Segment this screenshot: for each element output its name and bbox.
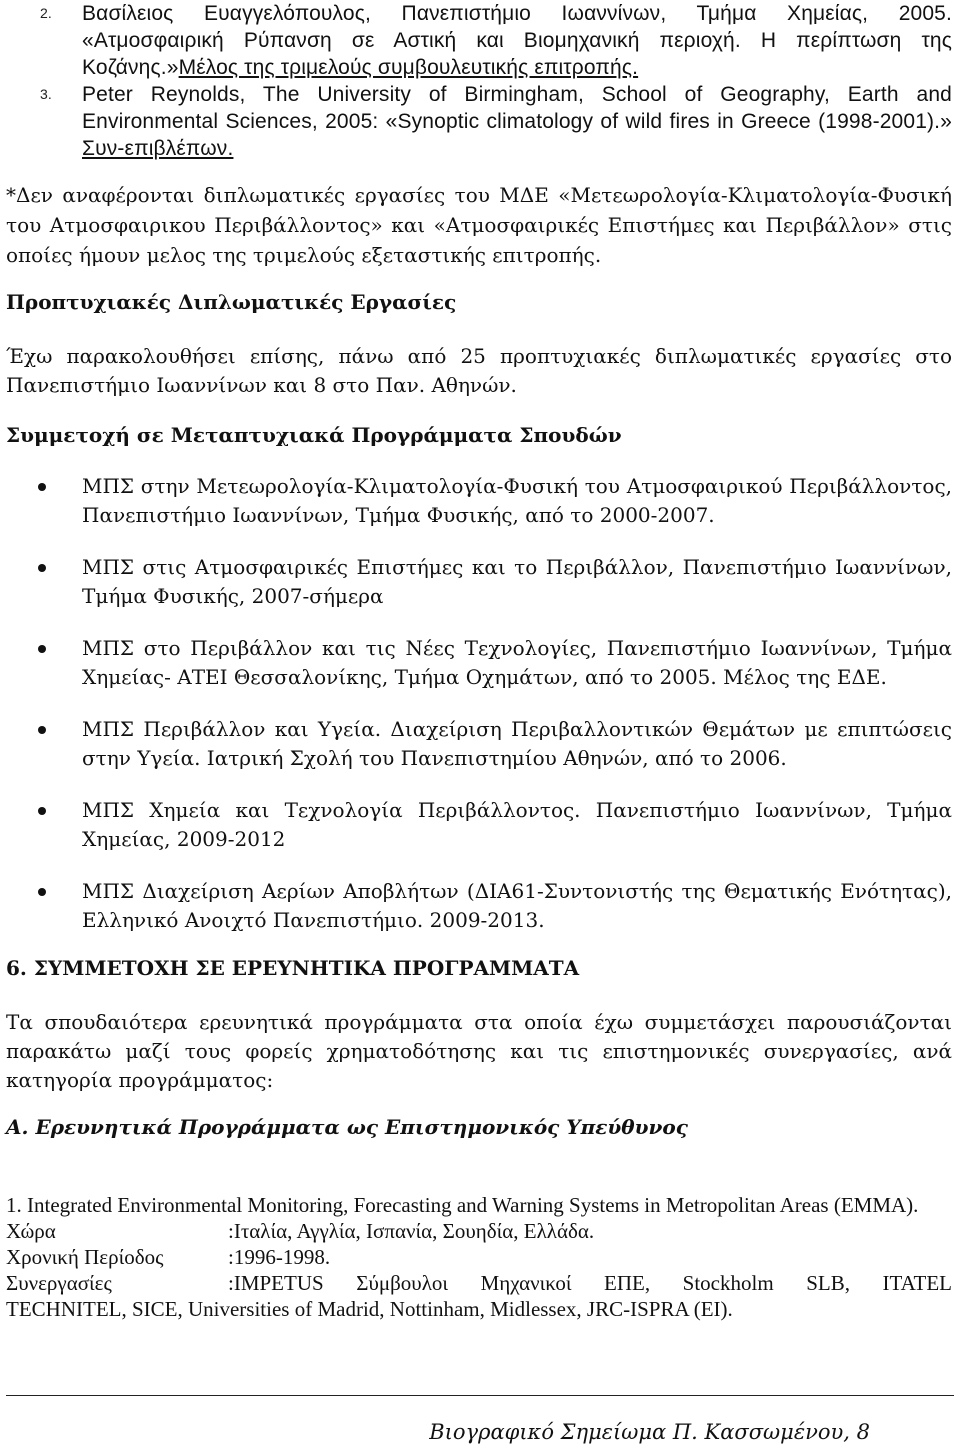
footnote-paragraph: *Δεν αναφέρονται διπλωματικές εργασίες του ΜΔΕ «Μετεωρολογία-Κλιματολογία-Φυσική του Ατμοσφαιρικου Περιβάλλοντος» και «Ατμοσφαιρικές Επιστήμες και Περιβάλλον» στις οποίες ήμουν μελος της τριμελούς εξεταστικής επιτροπής.: [6, 183, 952, 267]
country-label: Χώρα: [6, 1219, 56, 1243]
reference-list: [0, 0, 952, 162]
list-item: [0, 634, 952, 692]
section-6-intro: Τα σπουδαιότερα ερευνητικά προγράμματα στα οποία έχω συμμετάσχει παρουσιάζονται παρακάτω μαζί τους φορείς χρηματοδότησης και τις επιστημονικές συνεργασίες, ανά κατηγορία προγράμματος:: [6, 1010, 952, 1092]
bullet-icon: [38, 888, 46, 896]
reference-role: Συν-επιβλέπων.: [82, 137, 234, 160]
partners-label: Συνεργασίες: [6, 1271, 112, 1295]
bullet-icon: [38, 564, 46, 572]
bullet-icon: [38, 645, 46, 653]
postgrad-heading: Συμμετοχή σε Μεταπτυχιακά Προγράμματα Σπουδών: [6, 423, 622, 447]
country-value: :Ιταλία, Αγγλία, Ισπανία, Σουηδία, Ελλάδα.: [228, 1219, 595, 1243]
list-item: [0, 472, 952, 530]
partners-value-tail: TECHNITEL, SICE, Universities of Madrid, Nottinham, Midlessex, JRC-ISPRA (EI).: [6, 1297, 733, 1321]
list-item: [0, 877, 952, 935]
list-item: [0, 715, 952, 773]
subsection-a-heading: Α. Ερευνητικά Προγράμματα ως Επιστημονικός Υπεύθυνος: [6, 1115, 688, 1139]
postgrad-list: [0, 472, 952, 958]
page-footer: Βιογραφικό Σημείωμα Π. Κασσωμένου, 8: [429, 1420, 870, 1444]
project-title: 1. Integrated Environmental Monitoring, Forecasting and Warning Systems in Metropolitan Areas (EMMA).: [6, 1193, 919, 1217]
undergrad-heading: Προπτυχιακές Διπλωματικές Εργασίες: [6, 290, 457, 314]
project-partners-row: [6, 1270, 952, 1296]
reference-item: [0, 0, 952, 81]
reference-text: Βασίλειος Ευαγγελόπουλος, Πανεπιστήμιο Ιωαννίνων, Τμήμα Χημείας, 2005. «Ατμοσφαιρική Ρύπανση σε Αστική και Βιομηχανική περιοχή. Η περίπτωση της Κοζάνης.»: [82, 2, 952, 79]
list-item: [0, 553, 952, 611]
reference-item: [0, 81, 952, 162]
reference-role: Μέλος της τριμελούς συμβουλευτικής επιτροπής.: [178, 56, 639, 79]
section-6-heading: 6. ΣΥΜΜΕΤΟΧΗ ΣΕ ΕΡΕΥΝΗΤΙΚΑ ΠΡΟΓΡΑΜΜΑΤΑ: [6, 956, 580, 980]
period-label: Χρονική Περίοδος: [6, 1245, 164, 1269]
list-item-text: ΜΠΣ Περιβάλλον και Υγεία. Διαχείριση Περιβαλλοντικών Θεμάτων με επιπτώσεις στην Υγεία. Ιατρική Σχολή του Πανεπιστημίου Αθηνών, από το 2006.: [82, 717, 952, 770]
project-country-row: [6, 1218, 952, 1244]
reference-number: 3.: [40, 86, 52, 102]
undergrad-paragraph: Έχω παρακολουθήσει επίσης, πάνω από 25 προπτυχιακές διπλωματικές εργασίες στο Πανεπιστήμιο Ιωαννίνων και 8 στο Παν. Αθηνών.: [6, 344, 952, 397]
bullet-icon: [38, 483, 46, 491]
reference-text: Peter Reynolds, The University of Birmingham, School of Geography, Earth and Environmental Sciences, 2005: «Synoptic climatology of wild fires in Greece (1998-2001).»: [82, 83, 952, 133]
project-period-row: [6, 1244, 952, 1270]
list-item-text: ΜΠΣ στο Περιβάλλον και τις Νέες Τεχνολογίες, Πανεπιστήμιο Ιωαννίνων, Τμήμα Χημείας- ΑΤΕΙ Θεσσαλονίκης, Τμήμα Οχημάτων, από το 2005. Μέλος της ΕΔΕ.: [82, 636, 952, 689]
list-item-text: ΜΠΣ στην Μετεωρολογία-Κλιματολογία-Φυσική του Ατμοσφαιρικού Περιβάλλοντος, Πανεπιστήμιο Ιωαννίνων, Τμήμα Φυσικής, από το 2000-2007.: [82, 474, 952, 527]
bullet-icon: [38, 726, 46, 734]
project-entry: [6, 1192, 952, 1322]
list-item-text: ΜΠΣ Χημεία και Τεχνολογία Περιβάλλοντος. Πανεπιστήμιο Ιωαννίνων, Τμήμα Χημείας, 2009-2012: [82, 798, 952, 851]
period-value: :1996-1998.: [228, 1245, 331, 1269]
footer-divider: [6, 1395, 954, 1396]
list-item: [0, 796, 952, 854]
reference-number: 2.: [40, 5, 52, 21]
list-item-text: ΜΠΣ Διαχείριση Αερίων Αποβλήτων (ΔΙΑ61-Συντονιστής της Θεματικής Ενότητας), Ελληνικό Ανοιχτό Πανεπιστήμιο. 2009-2013.: [82, 879, 952, 932]
partners-value-head: :IMPETUS Σύμβουλοι Μηχανικοί ΕΠΕ, Stockholm SLB, ITATEL: [228, 1271, 952, 1295]
bullet-icon: [38, 807, 46, 815]
list-item-text: ΜΠΣ στις Ατμοσφαιρικές Επιστήμες και το Περιβάλλον, Πανεπιστήμιο Ιωαννίνων, Τμήμα Φυσικής, 2007-σήμερα: [82, 555, 952, 608]
